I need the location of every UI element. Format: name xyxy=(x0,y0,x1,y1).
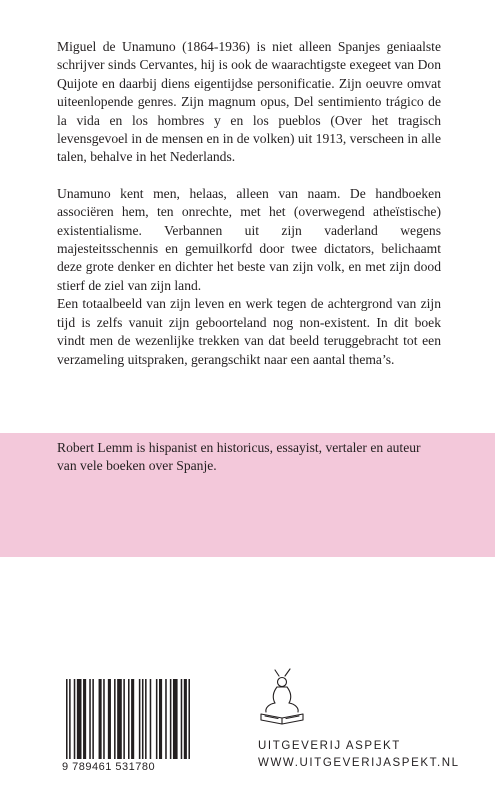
barcode-bar xyxy=(145,679,147,759)
barcode-bar xyxy=(184,679,187,759)
barcode-bar xyxy=(159,679,162,759)
isbn-digits: 9 789461 531780 xyxy=(62,761,156,773)
author-bio: Robert Lemm is hispanist en historicus, essayist, vertaler en auteur van vele boeken over Spanje. xyxy=(57,440,421,474)
barcode-bar xyxy=(92,679,94,759)
barcode-bar xyxy=(69,679,71,759)
publisher-name: UITGEVERIJ ASPEKT xyxy=(258,740,401,752)
barcode-bar xyxy=(74,679,76,759)
blurb-paragraph-2: Unamuno kent men, helaas, alleen van naam. De handboeken associëren hem, ten onrechte, met het (overwegend atheïstische) existentialisme. Verbannen uit zijn vaderland wegens majesteitsschennis en gemuilkorfd door twee dictators, belichaamt deze grote denker en dichter het beste van zijn volk, en met zijn dood stierf de ziel van zijn land. xyxy=(57,185,441,293)
publisher-url: WWW.UITGEVERIJASPEKT.NL xyxy=(258,757,460,769)
barcode-bar xyxy=(131,679,134,759)
barcode-bar xyxy=(89,679,91,759)
blurb-paragraph-3: Een totaalbeeld van zijn leven en werk tegen de achtergrond van zijn tijd is zelfs vanuit zijn geboorteland nog non-existent. In dit boek vindt men de wezenlijke trekken van dat beeld teruggebracht tot een verzameling uitspraken, gerangschikt naar een aantal thema’s. xyxy=(57,296,441,367)
barcode-bar xyxy=(188,679,190,759)
barcode-bar xyxy=(117,679,122,759)
author-bio-band xyxy=(0,433,495,557)
barcode-bar xyxy=(123,679,125,759)
barcode-bar xyxy=(142,679,144,759)
barcode-bar xyxy=(114,679,116,759)
barcode-bar xyxy=(66,679,68,759)
barcode-bar xyxy=(156,679,158,759)
publisher-info xyxy=(258,738,460,772)
barcode-bar xyxy=(170,679,172,759)
back-cover-blurb xyxy=(57,38,441,369)
publisher-logo-icon xyxy=(255,668,309,728)
barcode-bar xyxy=(150,679,152,759)
barcode-bar xyxy=(83,679,86,759)
barcode-bar xyxy=(173,679,178,759)
barcode-bars xyxy=(62,677,192,761)
barcode-bar xyxy=(181,679,183,759)
isbn-barcode xyxy=(62,677,192,777)
barcode-bar xyxy=(108,679,111,759)
barcode-bar xyxy=(103,679,105,759)
barcode-bar xyxy=(128,679,130,759)
barcode-bar xyxy=(99,679,102,759)
barcode-bar xyxy=(165,679,167,759)
blurb-paragraph-1: Miguel de Unamuno (1864-1936) is niet alleen Spanjes geniaalste schrijver sinds Cervantes, hij is ook de waarachtigste exegeet van Don Quijote en daarbij diens eigentijdse personificatie. Zijn oeuvre omvat uiteenlopende genres. Zijn magnum opus, Del sentimiento trágico de la vida en los hombres y en los pueblos (Over het tragisch levensgevoel in de mensen en in de volken) uit 1913, verscheen in alle talen, behalve in het Nederlands. xyxy=(57,39,441,165)
barcode-bar xyxy=(139,679,141,759)
barcode-bar xyxy=(77,679,82,759)
